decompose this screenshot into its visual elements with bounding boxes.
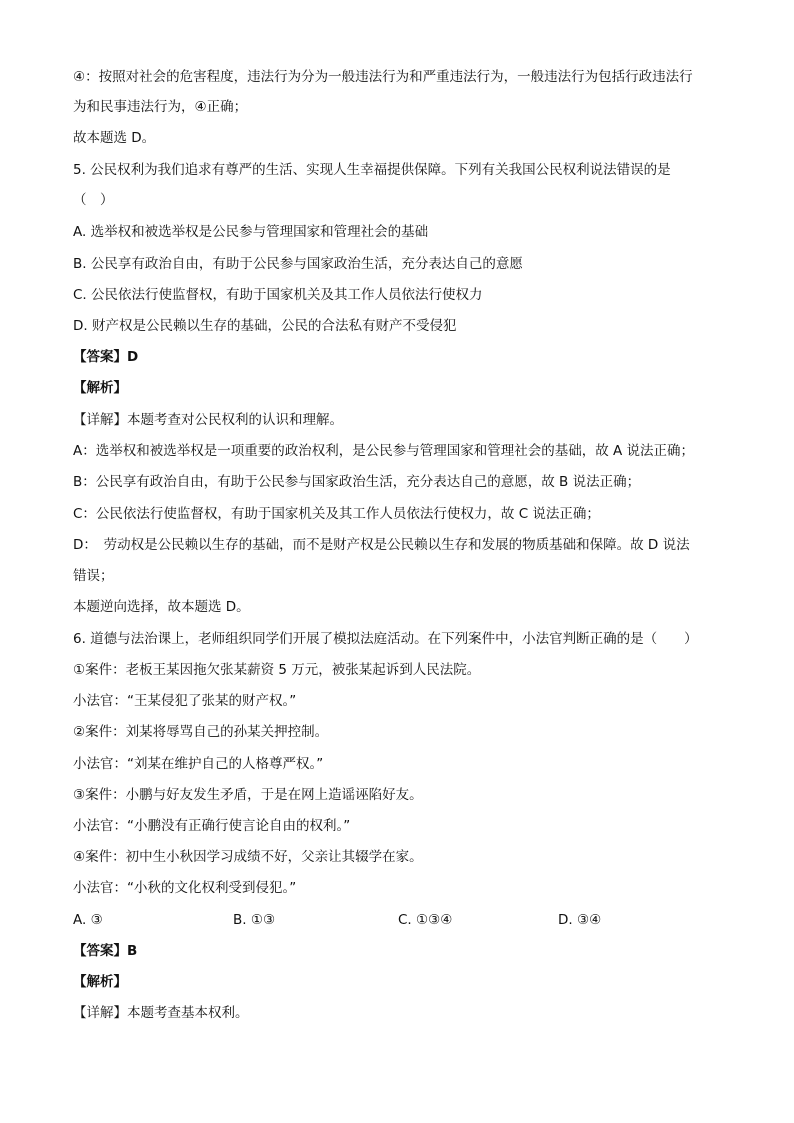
text-line: 为和民事违法行为，④正确； bbox=[73, 99, 248, 115]
question-5-stem: 5. 公民权利为我们追求有尊严的生活、实现人生幸福提供保障。下列有关我国公民权利说法错误的是 bbox=[73, 162, 671, 178]
judge-2: 小法官：“刘某在维护自己的人格尊严权。” bbox=[73, 756, 324, 772]
analysis-label: 【解析】 bbox=[73, 974, 127, 990]
question-6-option-a: A. ③ bbox=[73, 912, 103, 928]
explanation-a: A：选举权和被选举权是一项重要的政治权利，是公民参与管理国家和管理社会的基础，故 A 说法正确； bbox=[73, 443, 695, 459]
analysis-label: 【解析】 bbox=[73, 380, 127, 396]
question-6-option-c: C. ①③④ bbox=[398, 912, 453, 928]
explanation-d: D： 劳动权是公民赖以生存的基础，而不是财产权是公民赖以生存和发展的物质基础和保障。故 D 说法 bbox=[73, 537, 690, 553]
question-5-option-b: B. 公民享有政治自由，有助于公民参与国家政治生活，充分表达自己的意愿 bbox=[73, 256, 523, 272]
question-6-option-b: B. ①③ bbox=[233, 912, 276, 928]
case-1: ①案件：老板王某因拖欠张某薪资 5 万元，被张某起诉到人民法院。 bbox=[73, 662, 481, 678]
case-3: ③案件：小鹏与好友发生矛盾，于是在网上造谣诬陷好友。 bbox=[73, 787, 423, 803]
question-5-option-a: A. 选举权和被选举权是公民参与管理国家和管理社会的基础 bbox=[73, 224, 429, 240]
judge-4: 小法官：“小秋的文化权利受到侵犯。” bbox=[73, 880, 297, 896]
detail-line: 【详解】本题考查基本权利。 bbox=[73, 1005, 249, 1021]
explanation-b: B：公民享有政治自由，有助于公民参与国家政治生活，充分表达自己的意愿，故 B 说法正确； bbox=[73, 474, 641, 490]
text-line: 故本题选 D。 bbox=[73, 130, 156, 146]
question-6-option-d: D. ③④ bbox=[558, 912, 602, 928]
conclusion-line: 本题逆向选择，故本题选 D。 bbox=[73, 599, 250, 615]
judge-1: 小法官：“王某侵犯了张某的财产权。” bbox=[73, 693, 297, 709]
explanation-d-cont: 错误； bbox=[73, 568, 114, 584]
judge-3: 小法官：“小鹏没有正确行使言论自由的权利。” bbox=[73, 818, 351, 834]
case-2: ②案件：刘某将辱骂自己的孙某关押控制。 bbox=[73, 724, 329, 740]
answer-label: 【答案】B bbox=[73, 943, 138, 959]
case-4: ④案件：初中生小秋因学习成绩不好，父亲让其辍学在家。 bbox=[73, 849, 423, 865]
answer-label: 【答案】D bbox=[73, 349, 139, 365]
detail-line: 【详解】本题考查对公民权利的认识和理解。 bbox=[73, 412, 343, 428]
explanation-c: C：公民依法行使监督权，有助于国家机关及其工作人员依法行使权力，故 C 说法正确； bbox=[73, 506, 600, 522]
question-6-stem: 6. 道德与法治课上，老师组织同学们开展了模拟法庭活动。在下列案件中，小法官判断正确的是（ ） bbox=[73, 631, 698, 647]
question-5-option-c: C. 公民依法行使监督权，有助于国家机关及其工作人员依法行使权力 bbox=[73, 287, 483, 303]
question-5-option-d: D. 财产权是公民赖以生存的基础，公民的合法私有财产不受侵犯 bbox=[73, 318, 457, 334]
text-line: ④：按照对社会的危害程度，违法行为分为一般违法行为和严重违法行为，一般违法行为包括行政违法行 bbox=[73, 69, 693, 85]
question-5-bracket: （ ） bbox=[73, 192, 114, 208]
